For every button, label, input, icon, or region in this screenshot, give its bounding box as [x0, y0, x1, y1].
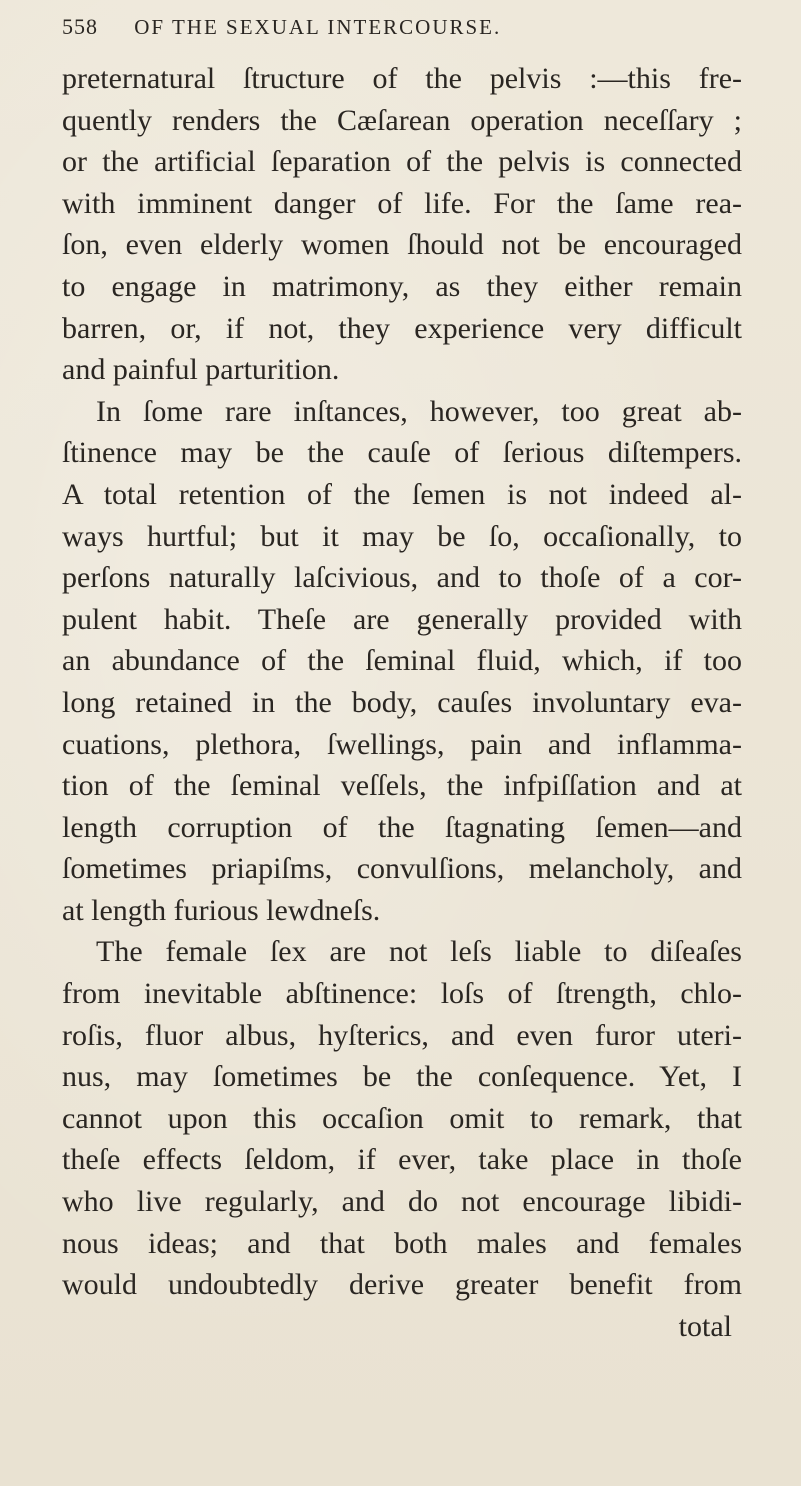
- text-line: pulent habit. Theſe are generally provided with: [62, 602, 742, 636]
- text-line: preternatural ſtructure of the pelvis :—this fre-: [62, 62, 742, 95]
- text-line: theſe effects ſeldom, if ever, take place in thoſe: [62, 1143, 742, 1177]
- text-line: to engage in matrimony, as they either remain: [62, 269, 742, 303]
- text-line: or the artificial ſeparation of the pelvis is connected: [62, 145, 742, 179]
- text-line: long retained in the body, cauſes involuntary eva-: [62, 685, 742, 719]
- text-line: perſons naturally laſcivious, and to thoſe of a cor-: [62, 561, 742, 595]
- text-line: at length furious lewdneſs.: [62, 893, 381, 927]
- text-line: ways hurtful; but it may be ſo, occaſionally, to: [62, 519, 742, 553]
- text-line: cannot upon this occaſion omit to remark, that: [62, 1101, 742, 1135]
- text-line: barren, or, if not, they experience very difficult: [62, 311, 742, 345]
- text-line: In ſome rare inſtances, however, too great ab-: [96, 394, 742, 428]
- text-line: an abundance of the ſeminal fluid, which, if too: [62, 644, 742, 678]
- text-line: nus, may ſometimes be the conſequence. Yet, I: [62, 1060, 742, 1094]
- text-line: cuations, plethora, ſwellings, pain and inflamma-: [62, 727, 742, 761]
- text-line: The female ſex are not leſs liable to diſeaſes: [96, 935, 742, 969]
- text-line: ſometimes priapiſms, convulſions, melancholy, and: [62, 852, 742, 886]
- text-line: roſis, fluor albus, hyſterics, and even furor uteri-: [62, 1018, 742, 1052]
- text-line: tion of the ſeminal veſſels, the infpiſſation and at: [62, 769, 742, 803]
- text-line: ſon, even elderly women ſhould not be encouraged: [62, 228, 742, 262]
- text-line: ſtinence may be the cauſe of ſerious diſtempers.: [62, 436, 742, 470]
- body-text: [62, 58, 742, 1347]
- text-line: nous ideas; and that both males and females: [62, 1226, 742, 1260]
- text-line: from inevitable abſtinence: loſs of ſtrength, chlo-: [62, 977, 742, 1011]
- running-head: [62, 14, 742, 54]
- text-line: would undoubtedly derive greater benefit from: [62, 1268, 742, 1302]
- text-line: A total retention of the ſemen is not indeed al-: [62, 477, 742, 511]
- text-line: with imminent danger of life. For the ſame rea-: [62, 186, 742, 220]
- text-line: and painful parturition.: [62, 353, 340, 387]
- running-title: OF THE SEXUAL INTERCOURSE.: [134, 15, 502, 39]
- text-line: quently renders the Cæſarean operation neceſſary ;: [62, 103, 742, 137]
- text-line: who live regularly, and do not encourage libidi-: [62, 1185, 742, 1219]
- page-number: 558: [62, 14, 98, 39]
- catchword: total: [678, 1309, 732, 1343]
- text-line: length corruption of the ſtagnating ſemen—and: [62, 810, 742, 844]
